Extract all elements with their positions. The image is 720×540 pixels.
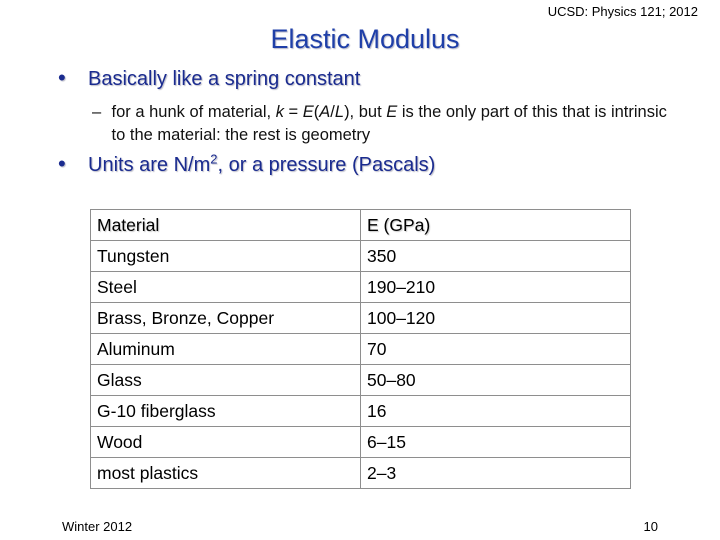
sub-bullet-text xyxy=(112,101,682,147)
table-row xyxy=(91,334,631,365)
material-cell: G-10 fiberglass xyxy=(91,396,361,427)
bullet-units xyxy=(58,151,436,177)
table-header-row xyxy=(91,210,631,241)
formula-L: L xyxy=(334,103,345,121)
modulus-cell: 190–210 xyxy=(361,272,631,303)
bullet-text: Basically like a spring constant xyxy=(88,68,361,90)
material-cell: Brass, Bronze, Copper xyxy=(91,303,361,334)
course-header: UCSD: Physics 121; 2012 xyxy=(547,4,698,19)
modulus-cell: 350 xyxy=(361,241,631,272)
sub-bullet-formula xyxy=(92,101,682,147)
sub-text-pre: for a hunk of material, xyxy=(111,103,276,121)
formula-E2: E xyxy=(386,103,398,121)
formula-close: ), but xyxy=(344,103,387,121)
modulus-cell: 2–3 xyxy=(361,458,631,489)
modulus-cell: 50–80 xyxy=(361,365,631,396)
formula-E: E xyxy=(302,103,314,121)
material-cell: Wood xyxy=(91,427,361,458)
header-modulus: E (GPa) xyxy=(361,210,631,241)
modulus-cell: 100–120 xyxy=(361,303,631,334)
formula-A: A xyxy=(319,103,331,121)
bullet-spring-constant xyxy=(58,65,361,91)
table-row xyxy=(91,272,631,303)
table-row xyxy=(91,427,631,458)
header-material: Material xyxy=(91,210,361,241)
footer-term: Winter 2012 xyxy=(62,519,133,534)
bullet-text xyxy=(88,151,436,177)
table-row xyxy=(91,396,631,427)
material-cell: Glass xyxy=(91,365,361,396)
material-cell: Steel xyxy=(91,272,361,303)
units-sup: 2 xyxy=(210,151,218,167)
table-row xyxy=(91,303,631,334)
table-row xyxy=(91,458,631,489)
sub-text-post: is the only part of this that is intrinsic to the material: the rest is geometry xyxy=(111,103,667,144)
formula-slash: / xyxy=(330,103,335,121)
slide-title: Elastic Modulus xyxy=(270,24,460,54)
material-cell: Aluminum xyxy=(91,334,361,365)
material-cell: most plastics xyxy=(91,458,361,489)
table-row xyxy=(91,365,631,396)
page-number: 10 xyxy=(643,519,658,534)
modulus-cell: 16 xyxy=(361,396,631,427)
units-post: , or a pressure (Pascals) xyxy=(217,154,436,176)
elastic-modulus-table xyxy=(90,209,631,489)
modulus-cell: 6–15 xyxy=(361,427,631,458)
units-pre: Units are N/m xyxy=(88,154,211,176)
material-cell: Tungsten xyxy=(91,241,361,272)
bullet-dot-icon: • xyxy=(58,151,66,176)
bullet-dot-icon: • xyxy=(58,65,66,90)
formula-eq: = xyxy=(283,103,303,121)
table-row xyxy=(91,241,631,272)
formula-open: ( xyxy=(313,103,320,121)
dash-icon: – xyxy=(92,103,102,121)
modulus-cell: 70 xyxy=(361,334,631,365)
formula-k: k xyxy=(275,103,284,121)
